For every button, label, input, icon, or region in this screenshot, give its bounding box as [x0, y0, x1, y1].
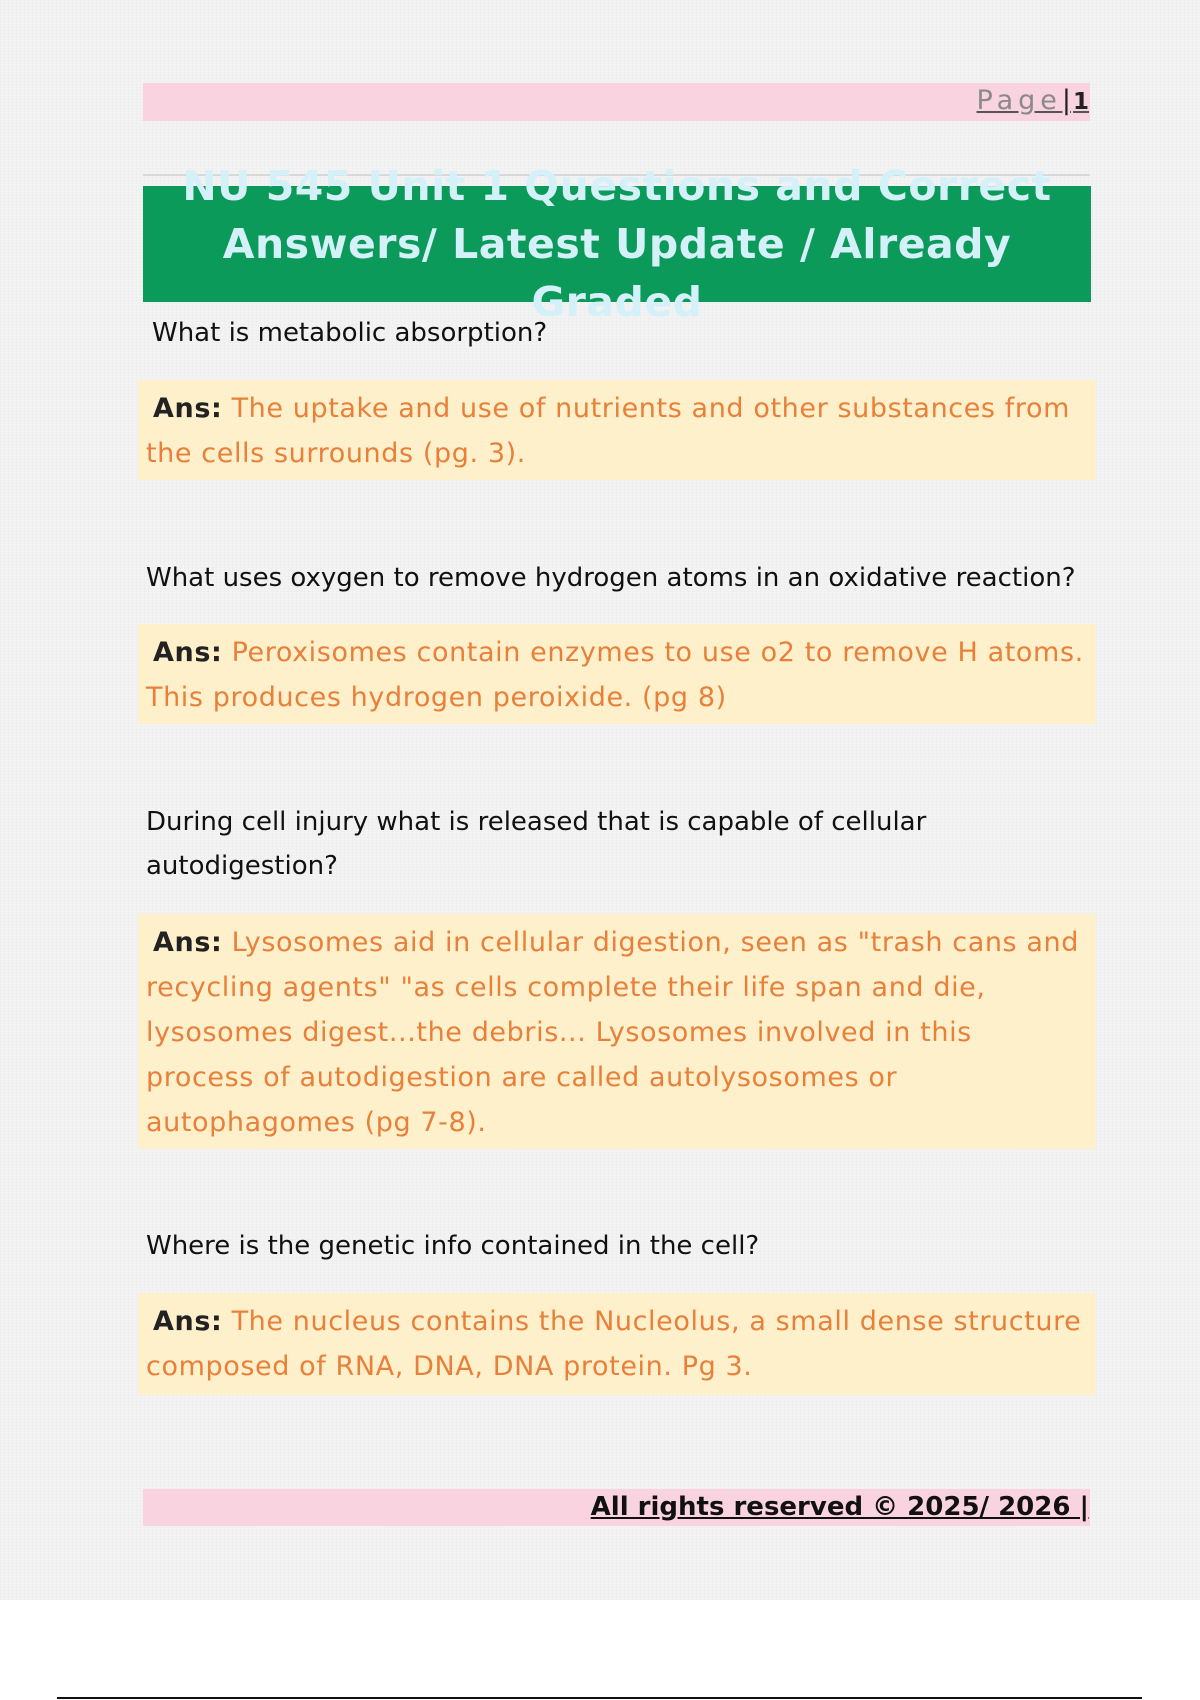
question-1: What is metabolic absorption? — [152, 318, 548, 348]
page-label-text: Page — [976, 85, 1062, 116]
question-4: Where is the genetic info contained in the cell? — [146, 1231, 760, 1261]
page-indicator — [977, 85, 1090, 116]
answer-label: Ans: — [153, 1306, 223, 1337]
answer-text: The nucleus contains the Nucleolus, a small dense structure composed of RNA, DNA, DNA protein. Pg 3. — [146, 1306, 1082, 1382]
answer-block-2 — [138, 624, 1096, 724]
copyright-notice: All rights reserved © 2025/ 2026 | — [590, 1492, 1089, 1522]
question-3: During cell injury what is released that is capable of cellular autodigestion? — [146, 807, 927, 881]
title-line-2: Answers/ Latest Update / Already Graded — [222, 220, 1012, 326]
answer-block-3 — [138, 914, 1096, 1149]
page-footer-band — [143, 1489, 1090, 1526]
answer-text: The uptake and use of nutrients and other substances from the cells surrounds (pg. 3). — [146, 393, 1071, 469]
answer-text: Peroxisomes contain enzymes to use o2 to remove H atoms. This produces hydrogen peroixide. (pg 8) — [146, 637, 1084, 713]
answer-text: Lysosomes aid in cellular digestion, seen as "trash cans and recycling agents" "as cells complete their life span and die, lysosomes digest...the debris... Lysosomes involved in this process of autodigestion are called autolysosomes or autophagomes (pg 7-8). — [146, 927, 1080, 1138]
answer-block-4 — [138, 1293, 1096, 1395]
page-number: 1 — [1072, 89, 1089, 115]
page-bottom-rule — [57, 1697, 1142, 1699]
answer-label: Ans: — [153, 393, 223, 424]
answer-block-1 — [138, 380, 1096, 480]
page-header-band — [143, 83, 1090, 121]
title-line-1: NU 545 Unit 1 Questions and Correct — [182, 162, 1052, 210]
document-title-banner — [143, 162, 1091, 326]
document-title — [143, 157, 1091, 331]
question-2: What uses oxygen to remove hydrogen atoms in an oxidative reaction? — [146, 563, 1076, 593]
page-separator: | — [1061, 85, 1071, 116]
answer-label: Ans: — [153, 637, 223, 668]
answer-label: Ans: — [153, 927, 223, 958]
